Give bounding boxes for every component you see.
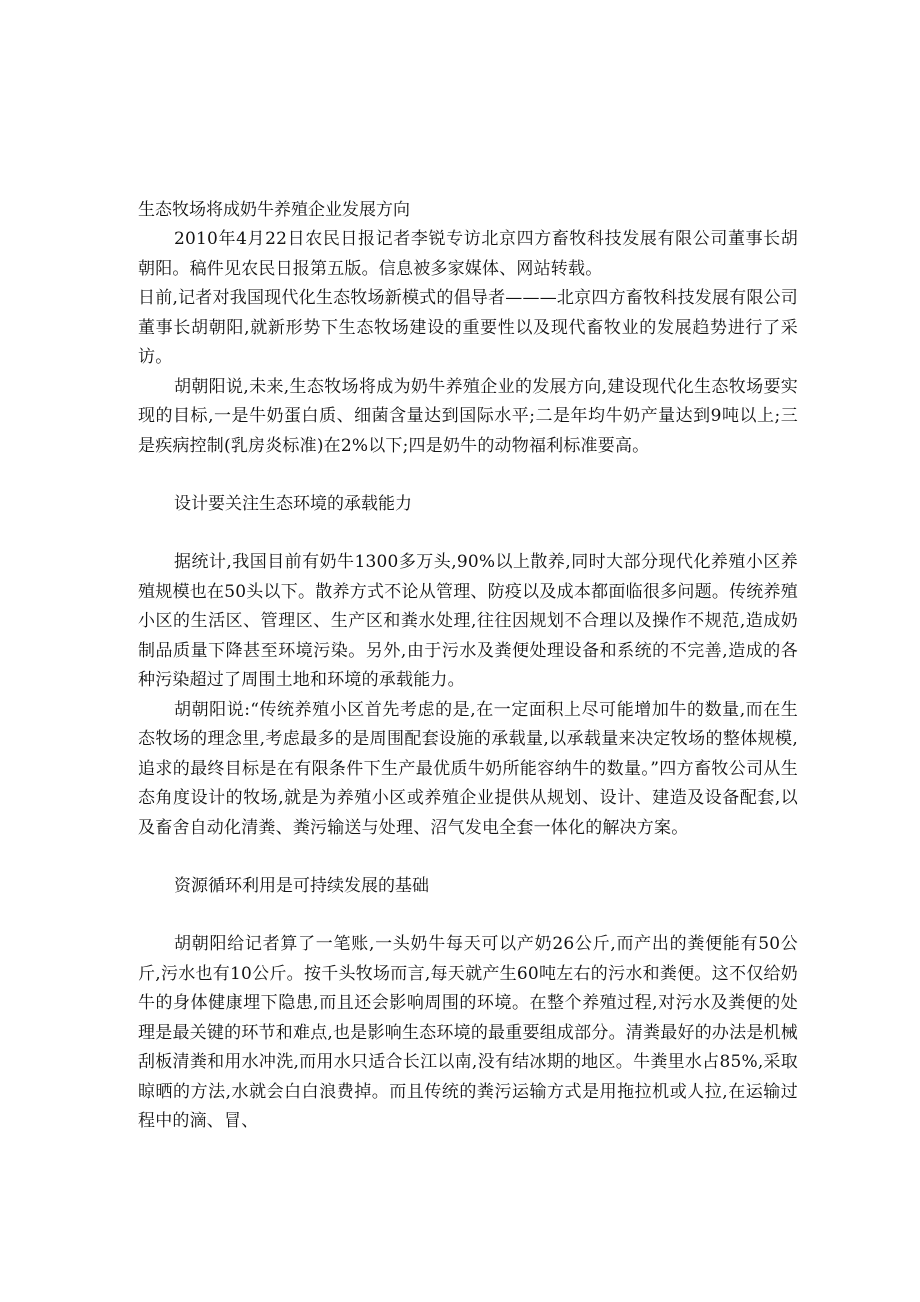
- lead-paragraph: 日前,记者对我国现代化生态牧场新模式的倡导者———北京四方畜牧科技发展有限公司董事长胡朝阳,就新形势下生态牧场建设的重要性以及现代畜牧业的发展趋势进行了采访。: [138, 288, 798, 367]
- section-heading-2: 资源循环利用是可持续发展的基础: [174, 876, 429, 896]
- spacer: [138, 461, 798, 490]
- body-paragraph-1: 胡朝阳说,未来,生态牧场将成为奶牛养殖企业的发展方向,建设现代化生态牧场要实现的目标,一是牛奶蛋白质、细菌含量达到国际水平;二是年均牛奶产量达到9吨以上;三是疾病控制(乳房炎标准)在2%以下;四是奶牛的动物福利标准要高。: [138, 376, 798, 456]
- intro-paragraph: 2010年4月22日农民日报记者李锐专访北京四方畜牧科技发展有限公司董事长胡朝阳。稿件见农民日报第五版。信息被多家媒体、网站转载。: [138, 229, 798, 279]
- article-title: 生态牧场将成奶牛养殖企业发展方向: [138, 200, 410, 220]
- document-body: [138, 196, 798, 1137]
- section1-paragraph-1: 据统计,我国目前有奶牛1300多万头,90%以上散养,同时大部分现代化养殖小区养殖规模也在50头以下。散养方式不论从管理、防疫以及成本都面临很多问题。传统养殖小区的生活区、管理区、生产区和粪水处理,往往因规划不合理以及操作不规范,造成奶制品质量下降甚至环境污染。另外,由于污水及粪便处理设备和系统的不完善,造成的各种污染超过了周围土地和环境的承载能力。: [138, 552, 798, 690]
- section-heading-1: 设计要关注生态环境的承载能力: [174, 494, 412, 514]
- spacer: [138, 843, 798, 872]
- section2-paragraph-1: 胡朝阳给记者算了一笔账,一头奶牛每天可以产奶26公斤,而产出的粪便能有50公斤,污水也有10公斤。按千头牧场而言,每天就产生60吨左右的污水和粪便。这不仅给奶牛的身体健康埋下隐患,而且还会影响周围的环境。在整个养殖过程,对污水及粪便的处理是最关键的环节和难点,也是影响生态环境的最重要组成部分。清粪最好的办法是机械刮板清粪和用水冲洗,而用水只适合长江以南,没有结冰期的地区。牛粪里水占85%,采取晾晒的方法,水就会白白浪费掉。而且传统的粪污运输方式是用拖拉机或人拉,在运输过程中的滴、冒、: [138, 934, 798, 1131]
- spacer: [138, 519, 798, 548]
- section1-paragraph-2: 胡朝阳说:“传统养殖小区首先考虑的是,在一定面积上尽可能增加牛的数量,而在生态牧场的理念里,考虑最多的是周围配套设施的承载量,以承载量来决定牧场的整体规模,追求的最终目标是在有限条件下生产最优质牛奶所能容纳牛的数量。”四方畜牧公司从生态角度设计的牧场,就是为养殖小区或养殖企业提供从规划、设计、建造及设备配套,以及畜舍自动化清粪、粪污输送与处理、沼气发电全套一体化的解决方案。: [138, 699, 798, 838]
- spacer: [138, 901, 798, 930]
